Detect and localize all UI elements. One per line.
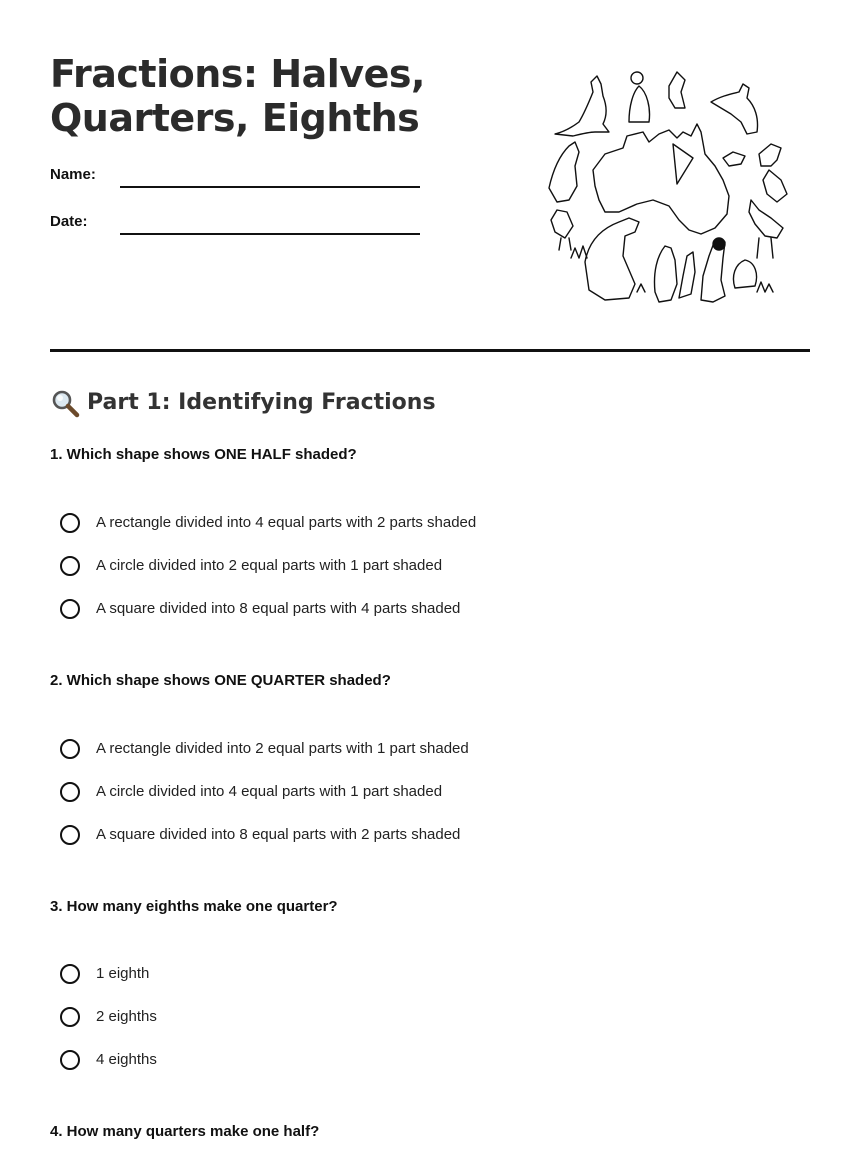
section-title-text: Part 1: Identifying Fractions [87,390,436,415]
radio-button[interactable] [60,513,80,533]
option-label: 1 eighth [96,965,150,982]
option-label: A square divided into 8 equal parts with 2 parts shaded [96,826,461,843]
question-3 [50,897,810,917]
question-3-option-3[interactable] [60,1047,157,1073]
question-1-option-2[interactable] [60,553,442,579]
option-label: A rectangle divided into 2 equal parts with 1 part shaded [96,740,469,757]
worksheet-page [50,0,810,1140]
question-text: 3. How many eighths make one quarter? [50,898,338,915]
name-field[interactable] [50,166,420,190]
question-2 [50,671,810,691]
question-4 [50,1122,810,1142]
radio-button[interactable] [60,556,80,576]
question-1-option-1[interactable] [60,510,476,536]
option-label: A square divided into 8 equal parts with 4 parts shaded [96,600,461,617]
radio-button[interactable] [60,739,80,759]
question-3-option-1[interactable] [60,961,149,987]
question-text: 2. Which shape shows ONE QUARTER shaded? [50,672,391,689]
kangaroo-figure [555,76,609,136]
option-label: A circle divided into 4 equal parts with 1 part shaded [96,783,443,800]
australia-map [593,124,729,234]
worksheet-title: Fractions: Halves, Quarters, Eighths [50,52,425,140]
option-label: A circle divided into 2 equal parts with 1 part shaded [96,557,443,574]
name-line[interactable] [120,186,420,188]
date-line[interactable] [120,233,420,235]
radio-button[interactable] [60,825,80,845]
question-3-option-2[interactable] [60,1004,157,1030]
option-label: A rectangle divided into 4 equal parts with 2 parts shaded [96,514,477,531]
question-text: 1. Which shape shows ONE HALF shaded? [50,446,357,463]
question-1-option-3[interactable] [60,596,460,622]
radio-button[interactable] [60,1050,80,1070]
radio-button[interactable] [60,1007,80,1027]
name-label: Name: [50,166,96,183]
australia-animals-illustration [545,62,799,318]
question-2-option-2[interactable] [60,779,442,805]
date-field[interactable] [50,213,420,237]
question-text: 4. How many quarters make one half? [50,1123,320,1140]
date-label: Date: [50,213,88,230]
question-2-option-1[interactable] [60,736,469,762]
header-divider [50,349,810,352]
radio-button[interactable] [60,964,80,984]
question-1 [50,445,810,465]
section-title [50,388,436,418]
radio-button[interactable] [60,782,80,802]
radio-button[interactable] [60,599,80,619]
worksheet-header [50,0,810,415]
option-label: 2 eighths [96,1008,157,1025]
magnifying-glass-icon [50,388,80,418]
option-label: 4 eighths [96,1051,157,1068]
question-2-option-3[interactable] [60,822,460,848]
